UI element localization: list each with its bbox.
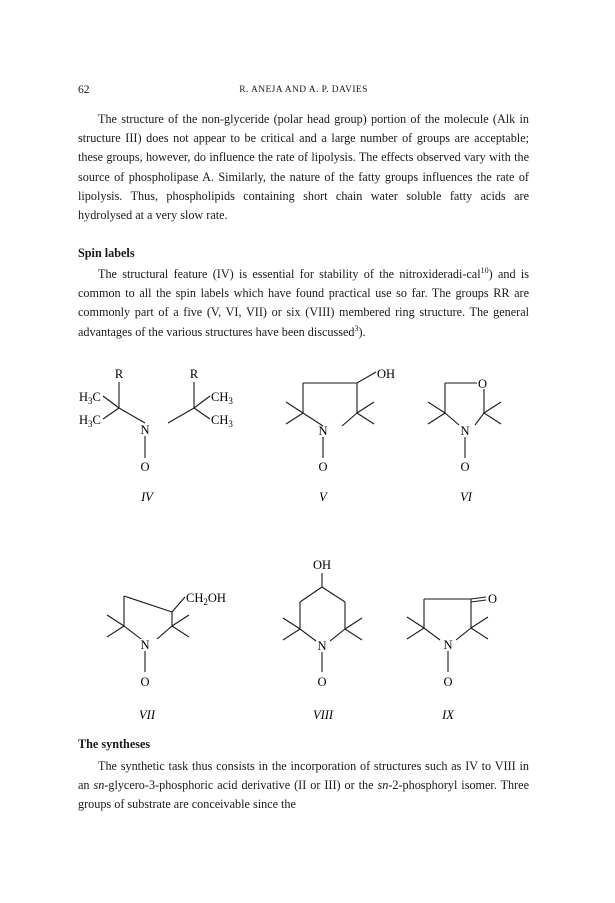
reference-10: 10 [480, 265, 489, 275]
viii-nitrogen: N [317, 639, 327, 653]
label-viii: VIII [312, 708, 334, 722]
iv-sub-3: 3 [228, 396, 233, 406]
vi-oxygen: O [460, 460, 470, 474]
vii-hydroxymethyl [186, 591, 226, 607]
iv-sub-3: 3 [228, 419, 233, 429]
vi-ring-oxygen: O [478, 377, 488, 391]
viii-hydroxyl: OH [312, 558, 332, 572]
iv-methyl-bottom-left [79, 413, 101, 429]
iv-c: C [92, 413, 101, 427]
paragraph-polar-head: The structure of the non-glyceride (polar head group) portion of the molecule (Alk in structure III) does not appear to be critical and a large number of groups are acceptable; these groups, however, do influence the rate of lipolysis. The effects observed vary with the source of phospholipase A. Similarly, the nature of the fatty groups influences the rate of lipolysis. Thus, phospholipids containing short chain water soluble fatty acids are hydrolysed at a very slow rate. [78, 112, 529, 223]
structure-iv-bonds [103, 382, 210, 458]
synth-text-c: -2-phosphoryl isomer. Three groups of substrate are conceivable since the [78, 778, 529, 812]
iv-h: H [79, 390, 89, 404]
vi-nitrogen: N [460, 424, 470, 438]
iv-methyl-top-left [79, 390, 101, 406]
ix-carbonyl-oxygen: O [488, 592, 498, 606]
vii-oh: OH [207, 591, 226, 605]
iv-nitrogen: N [140, 423, 150, 437]
label-v: V [319, 490, 327, 504]
iv-sub-3: 3 [88, 419, 93, 429]
vii-nitrogen: N [140, 638, 150, 652]
v-nitrogen: N [318, 424, 328, 438]
structure-vi-bonds [428, 383, 501, 458]
iv-methyl-bottom-right [211, 413, 233, 429]
label-vi: VI [460, 490, 472, 504]
vii-sub-2: 2 [203, 597, 208, 607]
structure-v-bonds [286, 372, 376, 458]
v-oxygen: O [318, 460, 328, 474]
iv-r-left: R [114, 367, 124, 381]
iv-ch: CH [211, 413, 229, 427]
spin-text-c: ). [358, 324, 366, 339]
synth-text-a: The synthetic task thus consists in the incorporation of structures such as IV to VIII in an [78, 759, 529, 793]
iv-sub-3: 3 [88, 396, 93, 406]
iv-methyl-top-right [211, 390, 233, 406]
sn-italic-1: sn [93, 778, 105, 793]
spin-text-a: The structural feature (IV) is essential for stability of the nitroxideradi-cal [98, 267, 481, 281]
page-number: 62 [78, 84, 90, 96]
synth-text-b: -glycero-3-phosphoric acid derivative (II or III) or the [104, 778, 378, 793]
iv-h: H [79, 413, 89, 427]
vii-oxygen: O [140, 675, 150, 689]
heading-spin-labels: Spin labels [78, 246, 135, 260]
reference-3: 3 [354, 323, 359, 333]
ix-nitrogen: N [443, 638, 453, 652]
label-iv: IV [141, 490, 153, 504]
running-head: R. ANEJA AND A. P. DAVIES [239, 85, 368, 95]
structure-vii-bonds [107, 596, 189, 672]
label-vii: VII [139, 708, 155, 722]
structure-ix-bonds [407, 597, 488, 672]
sn-italic-2: sn [377, 778, 389, 793]
iv-c: C [92, 390, 101, 404]
label-ix: IX [442, 708, 454, 722]
viii-oxygen: O [317, 675, 327, 689]
iv-oxygen: O [140, 460, 150, 474]
spin-text-b: ) and is common to all the spin labels which have found practical use so far. The groups RR are commonly part of a five (V, VI, VII) or six (VIII) membered ring structure. The general advantages of the various structures have been discussed [78, 267, 529, 339]
structure-viii-bonds [283, 573, 362, 672]
vii-ch: CH [186, 591, 204, 605]
heading-syntheses: The syntheses [78, 737, 151, 751]
iv-r-right: R [189, 367, 199, 381]
v-hydroxyl: OH [377, 367, 396, 381]
paragraph-syntheses [78, 757, 529, 815]
ix-oxygen: O [443, 675, 453, 689]
iv-ch: CH [211, 390, 229, 404]
